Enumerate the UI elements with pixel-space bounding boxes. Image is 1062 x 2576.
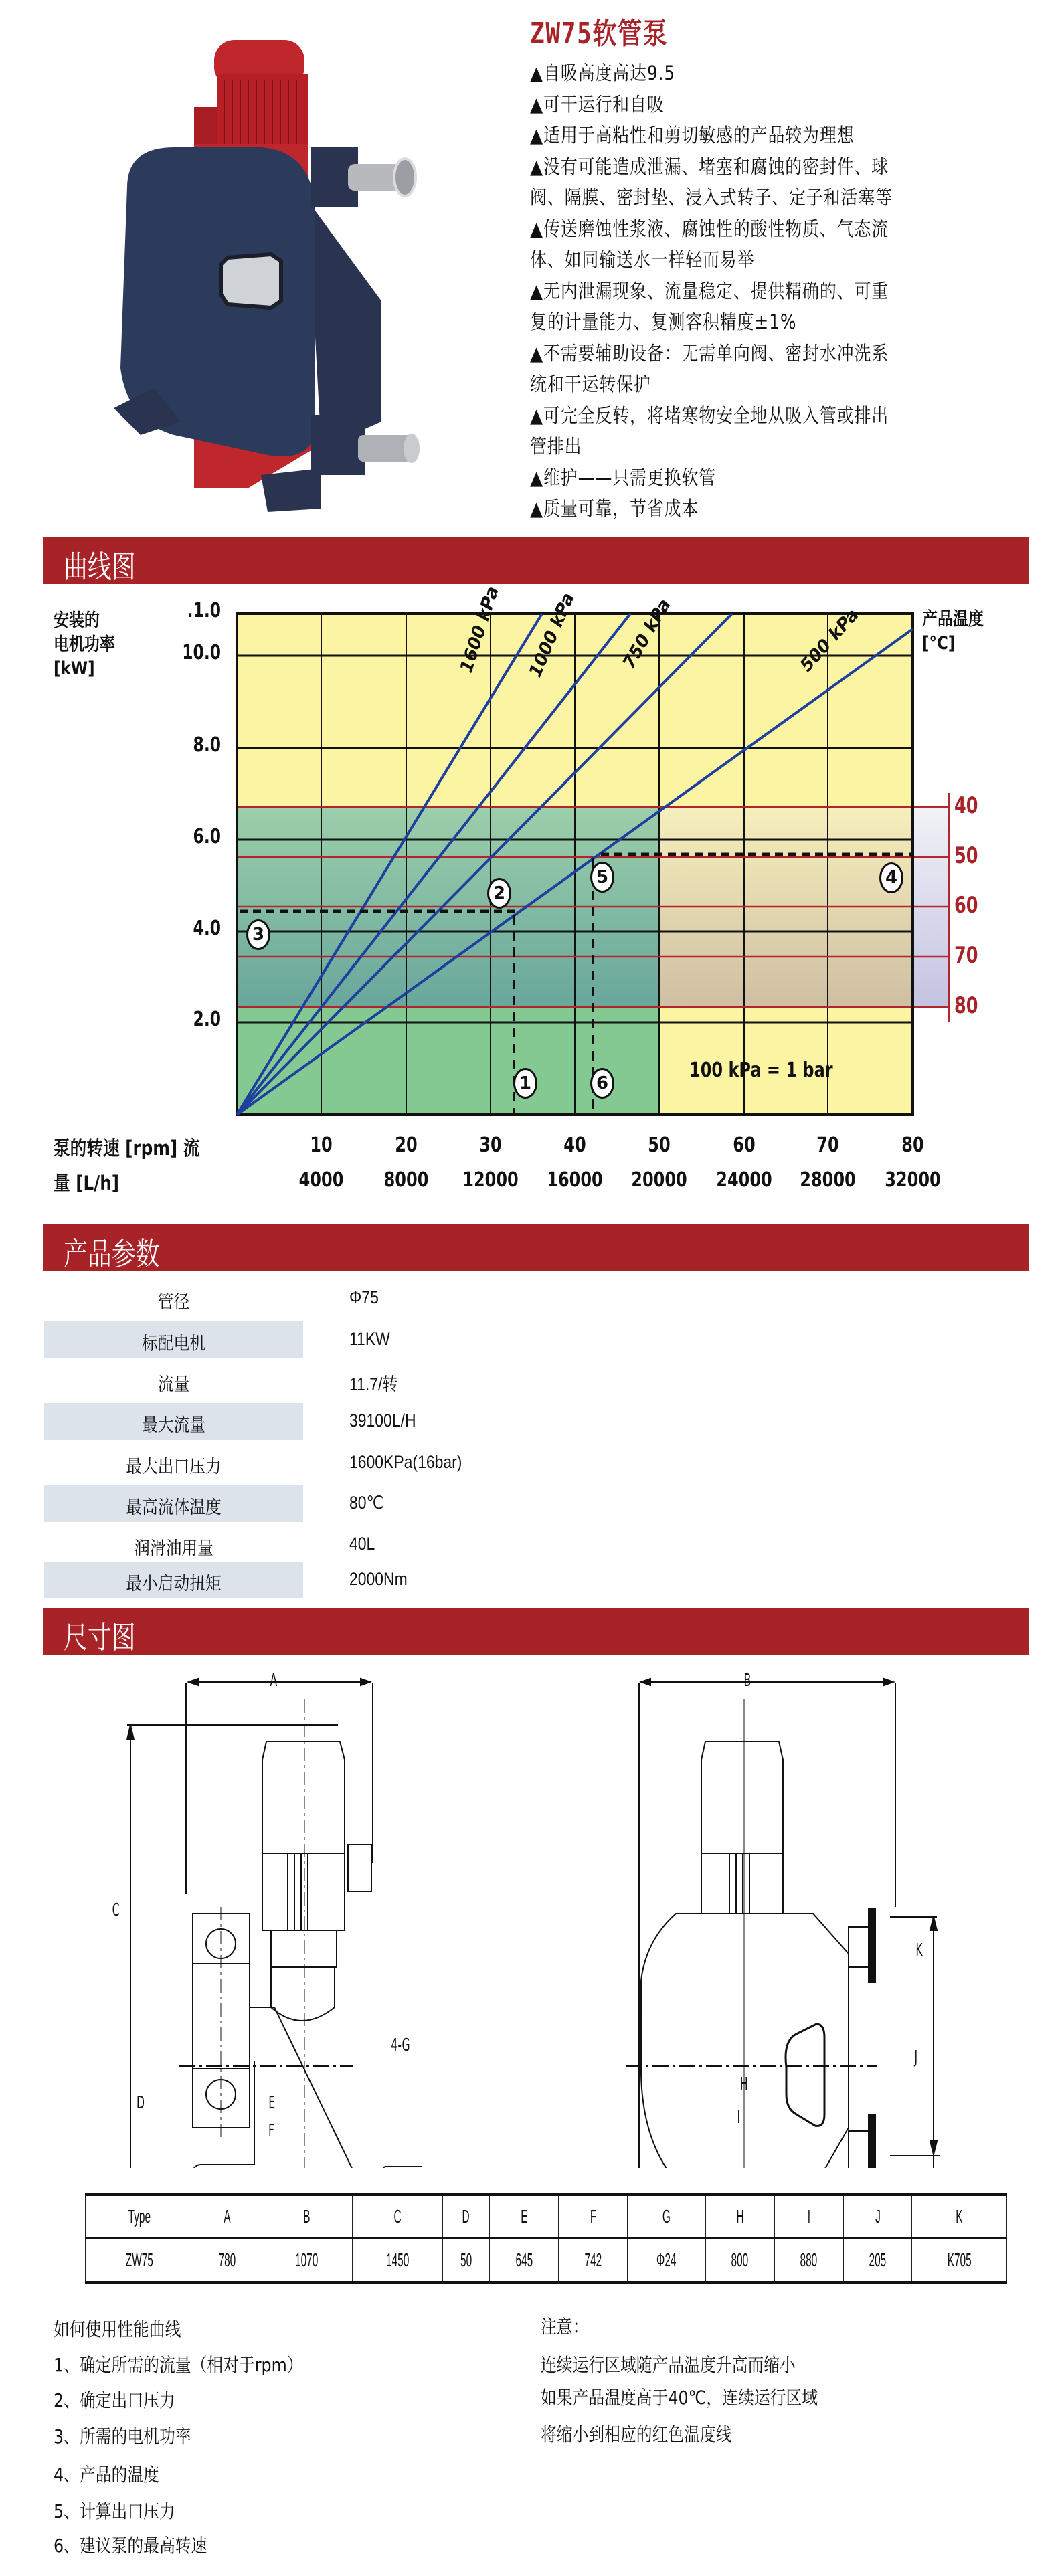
temp-tick: 40: [954, 792, 978, 819]
table-cell: 800: [705, 2239, 774, 2283]
flow-axis-label: 量 [L/h]: [54, 1172, 120, 1194]
table-cell: Φ24: [628, 2239, 706, 2283]
section-banner-dimensions: [43, 1608, 1029, 1655]
feature-item: ▲没有可能造成泄漏、堵塞和腐蚀的密封件、球: [530, 155, 889, 178]
section-title: 尺寸图: [64, 1621, 136, 1655]
section-banner-params: [43, 1224, 1029, 1271]
usage-step: 4、产品的温度: [54, 2464, 159, 2486]
param-value: 40L: [349, 1534, 375, 1554]
pressure-line-label: 750 kPa: [619, 595, 675, 672]
param-value: Φ75: [349, 1287, 379, 1307]
usage-step: 2、确定出口压力: [54, 2389, 175, 2411]
param-value: 39100L/H: [349, 1410, 416, 1431]
param-label: 最高流体温度: [126, 1497, 222, 1518]
table-cell: K705: [912, 2239, 1007, 2283]
dim-label-j: J: [914, 2047, 918, 2067]
usage-step: 5、计算出口压力: [54, 2500, 175, 2522]
step-marker-1: 1: [513, 1068, 537, 1099]
feature-item: ▲质量可靠，节省成本: [530, 497, 699, 520]
dim-label-h: H: [739, 2074, 748, 2094]
param-label: 管径: [157, 1292, 190, 1313]
rpm-tick: 20: [395, 1133, 418, 1157]
notice-line: 如果产品温度高于40℃，连续运行区域: [541, 2387, 818, 2409]
feature-item: ▲维护——只需更换软管: [530, 466, 717, 489]
table-cell: J: [843, 2195, 912, 2239]
y-tick: 2.0: [193, 1008, 221, 1031]
table-cell: A: [193, 2195, 262, 2239]
flow-tick: 32000: [885, 1168, 941, 1192]
usage-step: 6、建议泵的最高转速: [54, 2535, 207, 2557]
flow-tick: 8000: [383, 1168, 429, 1192]
usage-title: 如何使用性能曲线: [54, 2318, 181, 2340]
param-label: 最大出口压力: [126, 1457, 222, 1477]
param-value: 80℃: [349, 1493, 384, 1513]
table-cell: G: [628, 2195, 706, 2239]
y-tick: 6.0: [193, 825, 221, 848]
step-marker-3: 3: [246, 919, 270, 950]
y-tick: 4.0: [193, 917, 221, 940]
feature-item: ▲可完全反转，将堵寒物安全地从吸入管或排出: [530, 403, 889, 427]
feature-item: 统和干运转保护: [530, 373, 651, 395]
feature-item: ▲无内泄漏现象、流量稳定、提供精确的、可重: [530, 279, 889, 302]
table-header-row: [86, 2195, 1007, 2239]
dim-label-c: C: [112, 1900, 120, 1920]
rpm-tick: 70: [816, 1133, 839, 1157]
table-cell: 742: [559, 2239, 628, 2283]
param-label: 最大流量: [141, 1415, 206, 1436]
temp-tick: 50: [954, 842, 978, 869]
table-cell: 1450: [352, 2239, 442, 2283]
section-title: 产品参数: [64, 1237, 160, 1271]
table-cell: C: [352, 2195, 442, 2239]
table-cell: E: [490, 2195, 559, 2239]
temp-label-line: 产品温度: [922, 609, 984, 630]
table-cell: 880: [774, 2239, 843, 2283]
table-cell: K: [912, 2195, 1007, 2239]
flow-tick: 28000: [800, 1168, 856, 1192]
param-label: 最小启动扭矩: [126, 1574, 222, 1594]
step-marker-4: 4: [879, 862, 903, 893]
usage-step: 1、确定所需的流量（相对于rpm）: [54, 2354, 303, 2376]
dim-label-k: K: [915, 1940, 923, 1960]
feature-item: ▲传送磨蚀性浆液、腐蚀性的酸性物质、气态流: [530, 217, 889, 240]
table-cell: D: [442, 2195, 490, 2239]
pressure-line-label: 1000 kPa: [525, 589, 579, 680]
param-label: 流量: [157, 1374, 190, 1395]
y-tick: .1.0: [187, 599, 221, 622]
table-cell: B: [262, 2195, 352, 2239]
product-title: ZW75软管泵: [530, 17, 669, 51]
flow-tick: 20000: [631, 1168, 687, 1192]
y-label-line: 安装的: [54, 610, 100, 631]
dim-label-e: E: [268, 2093, 276, 2113]
dimension-drawing: [0, 1659, 1062, 2168]
y-label-line: [kW]: [54, 658, 95, 679]
table-cell: Type: [86, 2195, 193, 2239]
rpm-tick: 50: [648, 1133, 671, 1157]
feature-item: 体、如同输送水一样轻而易举: [530, 248, 755, 271]
table-cell: 645: [490, 2239, 559, 2283]
temp-label-line: [°C]: [922, 633, 956, 654]
dim-label-i: I: [737, 2108, 741, 2128]
flow-tick: 16000: [547, 1168, 603, 1192]
y-tick: 10.0: [182, 641, 221, 664]
feature-item: 复的计量能力、复测容积精度±1%: [530, 310, 797, 333]
rpm-tick: 80: [901, 1133, 924, 1157]
temp-tick: 80: [954, 992, 978, 1019]
table-cell: ZW75: [86, 2239, 193, 2283]
feature-item: ▲自吸高度高达9.5: [530, 62, 676, 84]
rpm-axis-label: 泵的转速 [rpm] 流: [54, 1137, 200, 1160]
flow-tick: 24000: [716, 1168, 772, 1192]
param-value: 11.7/转: [349, 1374, 398, 1394]
y-label-line: 电机功率: [54, 634, 115, 655]
dim-label-d: D: [137, 2093, 145, 2113]
flow-tick: 12000: [462, 1168, 519, 1192]
feature-item: ▲不需要辅助设备：无需单向阀、密封水冲洗系: [530, 341, 889, 365]
feature-item: 管排出: [530, 435, 582, 458]
section-title: 曲线图: [64, 550, 136, 584]
table-cell: 205: [843, 2239, 912, 2283]
param-label: 润滑油用量: [134, 1538, 213, 1559]
notice-line: 将缩小到相应的红色温度线: [541, 2423, 732, 2446]
feature-item: 阀、隔膜、密封垫、浸入式转子、定子和活塞等: [530, 186, 893, 209]
step-marker-2: 2: [487, 878, 511, 909]
step-marker-5: 5: [590, 862, 614, 893]
temp-tick: 60: [954, 892, 978, 919]
rpm-tick: 30: [479, 1133, 502, 1157]
y-tick: 8.0: [193, 733, 221, 757]
step-marker-6: 6: [590, 1068, 614, 1099]
dim-label-a: A: [270, 1671, 278, 1691]
table-cell: H: [705, 2195, 774, 2239]
dim-label-f: F: [268, 2121, 274, 2141]
dimension-table: [85, 2193, 1007, 2284]
table-cell: 1070: [262, 2239, 352, 2283]
pressure-line-label: 1600 kPa: [456, 583, 503, 676]
param-value: 1600KPa(16bar): [349, 1452, 462, 1472]
table-row: [86, 2239, 1007, 2283]
pressure-line-label: 500 kPa: [796, 605, 863, 676]
rpm-tick: 10: [310, 1133, 333, 1157]
rpm-tick: 60: [733, 1133, 756, 1157]
param-value: 11KW: [349, 1329, 390, 1349]
flow-tick: 4000: [298, 1168, 344, 1192]
usage-step: 3、所需的电机功率: [54, 2425, 191, 2448]
feature-item: ▲可干运行和自吸: [530, 92, 665, 116]
table-cell: 780: [193, 2239, 262, 2283]
table-cell: 50: [442, 2239, 490, 2283]
unit-note: 100 kPa = 1 bar: [689, 1059, 833, 1082]
table-cell: I: [774, 2195, 843, 2239]
temp-tick: 70: [954, 942, 978, 969]
notice-line: 连续运行区域随产品温度升高而缩小: [541, 2354, 796, 2376]
rpm-tick: 40: [563, 1133, 586, 1157]
feature-item: ▲适用于高粘性和剪切敏感的产品较为理想: [530, 124, 855, 147]
temperature-axis-label: [922, 608, 984, 656]
param-label: 标配电机: [141, 1333, 206, 1354]
param-value: 2000Nm: [349, 1569, 408, 1589]
table-cell: F: [559, 2195, 628, 2239]
performance-chart: [0, 0, 1062, 1137]
notice-title: 注意：: [541, 2316, 589, 2338]
dim-label-g: 4-G: [391, 2035, 410, 2055]
dim-label-b: B: [743, 1671, 751, 1691]
